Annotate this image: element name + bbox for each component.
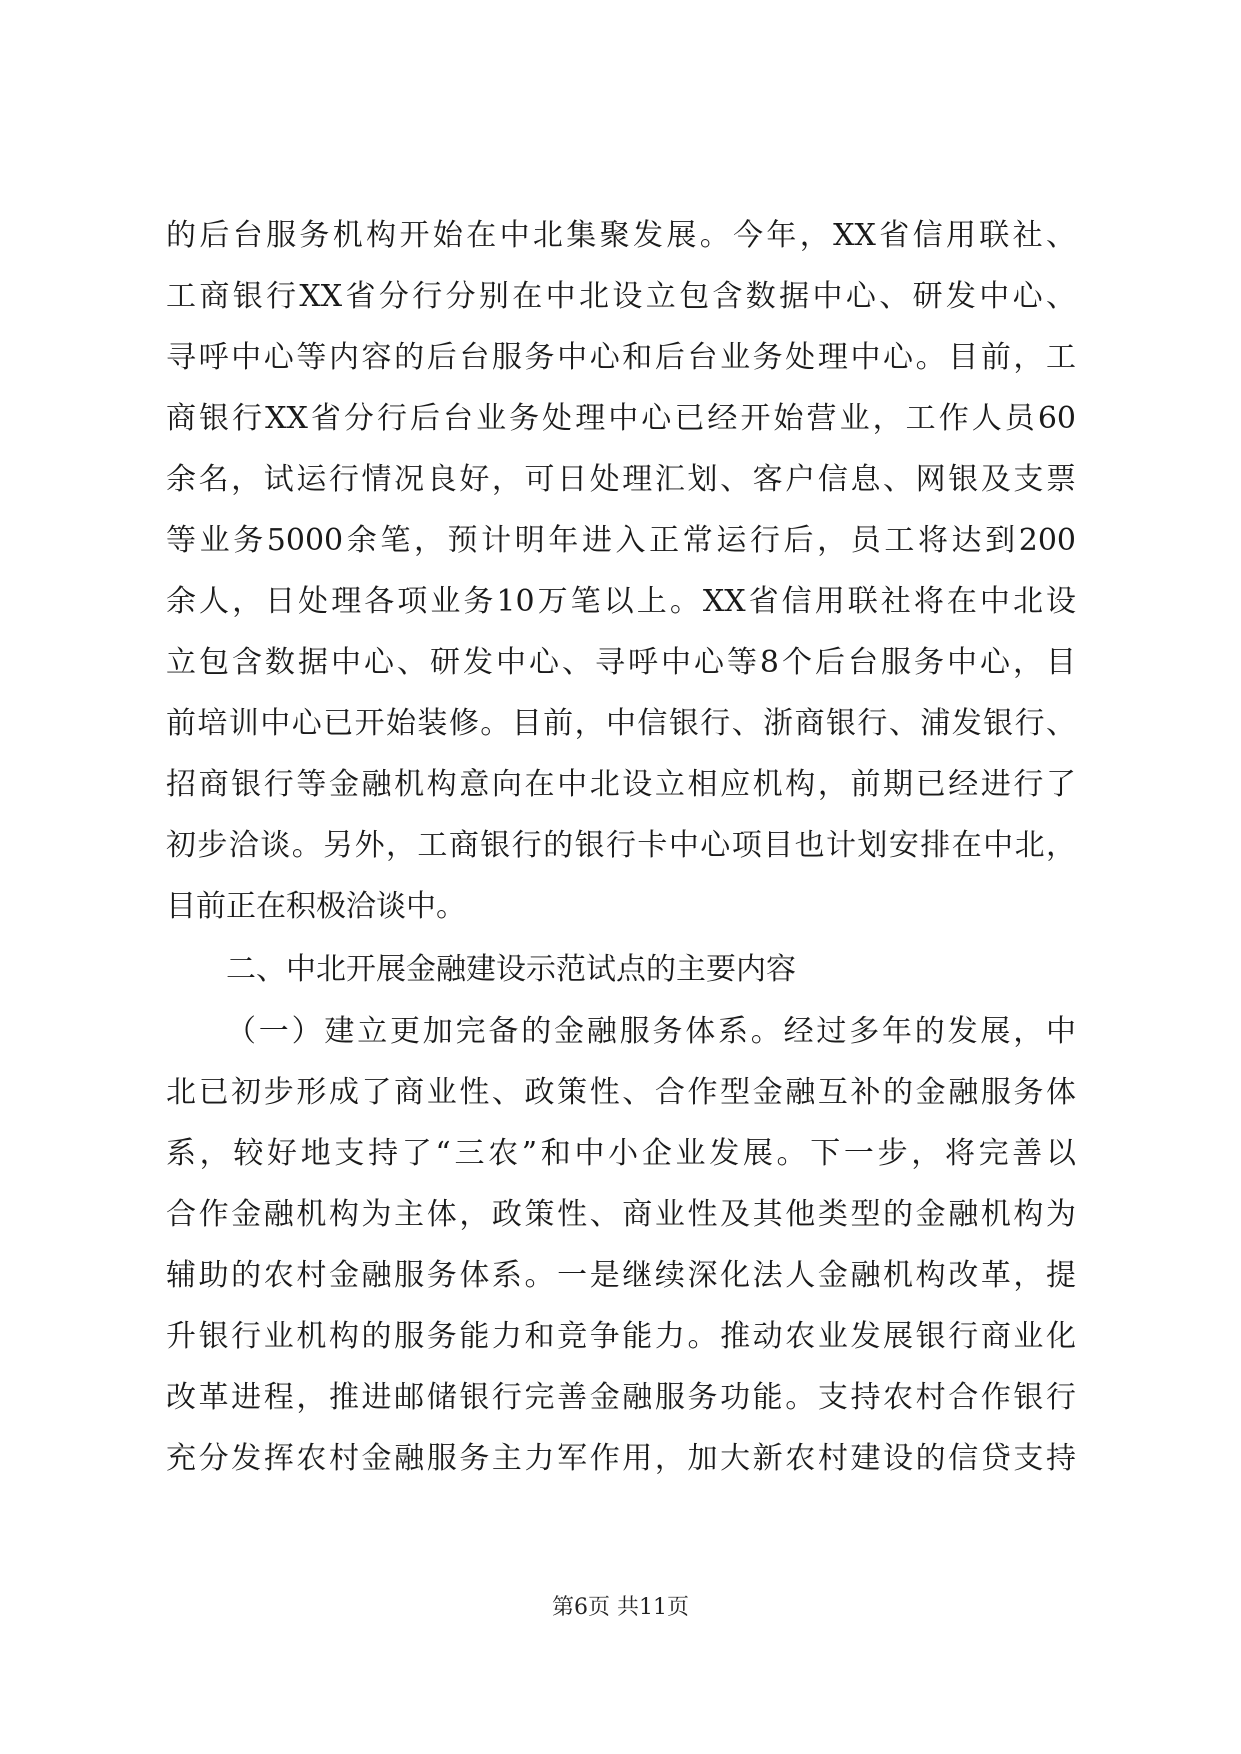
- section-heading: 二、中北开展金融建设示范试点的主要内容: [226, 952, 796, 987]
- text-line: 工商银行XX省分行分别在中北设立包含数据中心、研发中心、: [166, 279, 1076, 314]
- text-line: 招商银行等金融机构意向在中北设立相应机构，前期已经进行了: [166, 767, 1076, 802]
- text-line: 立包含数据中心、研发中心、寻呼中心等8个后台服务中心，目: [166, 645, 1076, 680]
- text-line: 寻呼中心等内容的后台服务中心和后台业务处理中心。目前，工: [166, 340, 1076, 375]
- text-line: （一）建立更加完备的金融服务体系。经过多年的发展，中: [226, 1014, 1076, 1049]
- page-number: 第6页 共11页: [552, 1595, 689, 1620]
- text-line: 前培训中心已开始装修。目前，中信银行、浙商银行、浦发银行、: [166, 706, 1076, 741]
- text-line: 充分发挥农村金融服务主力军作用，加大新农村建设的信贷支持: [166, 1441, 1076, 1476]
- text-line: 初步洽谈。另外，工商银行的银行卡中心项目也计划安排在中北，: [166, 828, 1076, 863]
- text-line: 余人，日处理各项业务10万笔以上。XX省信用联社将在中北设: [166, 584, 1076, 619]
- text-line: 余名，试运行情况良好，可日处理汇划、客户信息、网银及支票: [166, 462, 1076, 497]
- text-line: 目前正在积极洽谈中。: [166, 889, 466, 924]
- text-line: 商银行XX省分行后台业务处理中心已经开始营业，工作人员60: [166, 401, 1076, 436]
- text-line: 升银行业机构的服务能力和竞争能力。推动农业发展银行商业化: [166, 1319, 1076, 1354]
- text-line: 等业务5000余笔，预计明年进入正常运行后，员工将达到200: [166, 523, 1076, 558]
- text-line: 改革进程，推进邮储银行完善金融服务功能。支持农村合作银行: [166, 1380, 1076, 1415]
- text-line: 系，较好地支持了“三农”和中小企业发展。下一步，将完善以: [166, 1136, 1076, 1171]
- text-line: 合作金融机构为主体，政策性、商业性及其他类型的金融机构为: [166, 1197, 1076, 1232]
- text-line: 北已初步形成了商业性、政策性、合作型金融互补的金融服务体: [166, 1075, 1076, 1110]
- text-line: 辅助的农村金融服务体系。一是继续深化法人金融机构改革，提: [166, 1258, 1076, 1293]
- text-line: 的后台服务机构开始在中北集聚发展。今年，XX省信用联社、: [166, 218, 1076, 253]
